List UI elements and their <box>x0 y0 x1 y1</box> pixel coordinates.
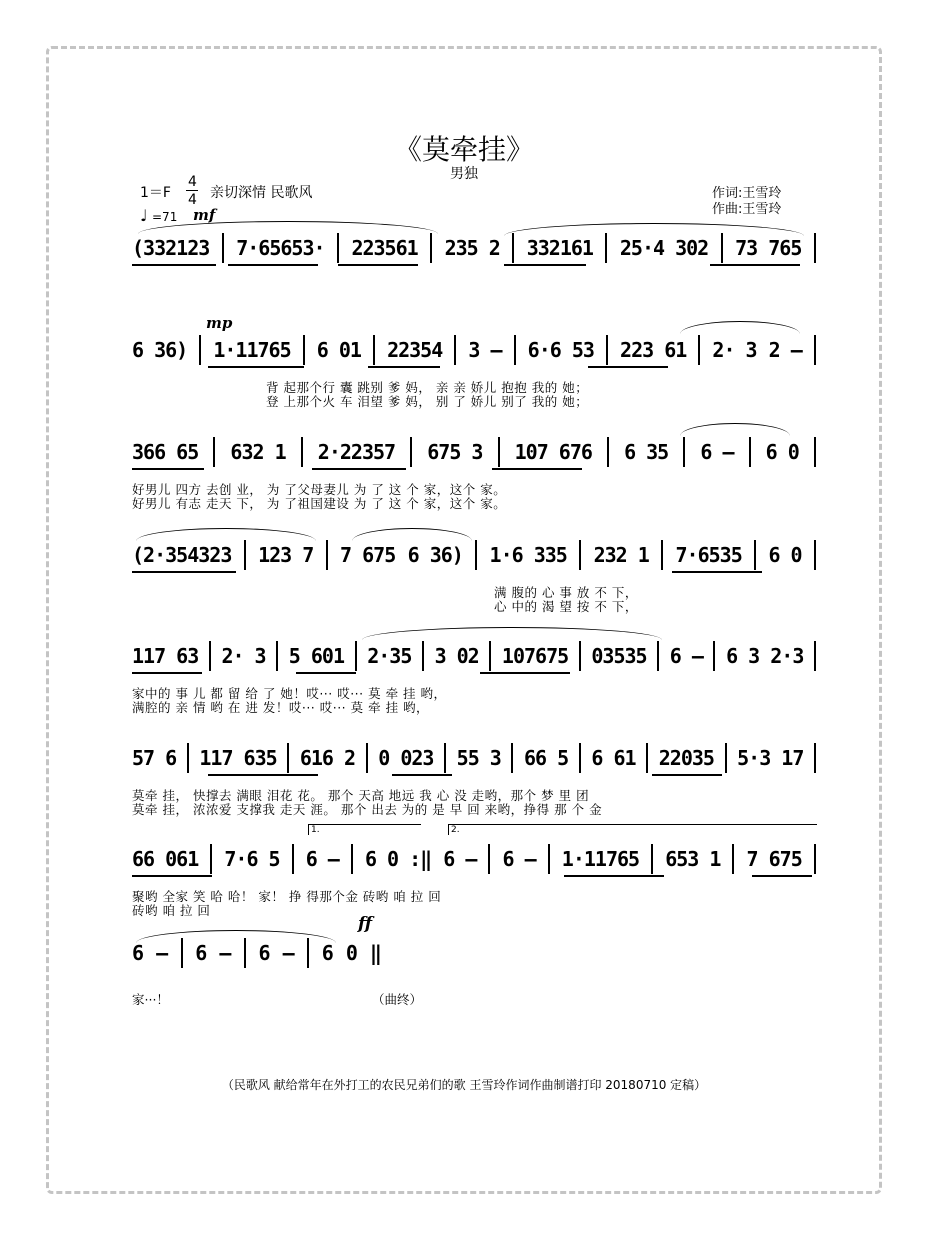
measure: 7 675 <box>340 543 396 567</box>
score-subtitle: 男独 <box>450 166 478 182</box>
underline-beam <box>208 774 318 776</box>
notes-row-3 <box>132 437 816 467</box>
measure: 107675 <box>501 644 569 668</box>
lyric-line-2: 砖哟 咱 拉 回 <box>132 903 211 918</box>
measure: 675 3 <box>427 440 483 464</box>
measure: 0 023 <box>378 746 434 770</box>
measure: 5 601 <box>288 644 345 668</box>
underline-beam <box>132 571 236 573</box>
lyric-line-1: 聚哟 全家 笑 哈 哈！ 家！ 挣 得那个金 砖哟 咱 拉 回 <box>132 889 442 904</box>
lyric-line-1: 背 起那个行 囊 跳别 爹 妈， 亲 亲 娇儿 抱抱 我的 她； <box>266 380 589 395</box>
measure: 6·6 53 <box>527 338 594 362</box>
underline-beam <box>492 468 582 470</box>
measure: (2·354323 <box>132 543 232 567</box>
volta-label-1: 1. <box>311 825 320 835</box>
underline-beam <box>652 774 722 776</box>
time-signature-bottom: 4 <box>188 192 197 208</box>
measure: 6 – <box>258 941 295 965</box>
measure: 6 35 <box>624 440 669 464</box>
volta-label-2: 2. <box>451 825 460 835</box>
underline-beam <box>296 672 356 674</box>
measure: 223 61 <box>620 338 687 362</box>
lyric-line-1: 满 腹的 心 事 放 不 下， <box>494 585 638 600</box>
footer-note: （民歌风 献给常年在外打工的农民兄弟们的歌 王雪玲作词作曲制谱打印 20180710 定稿） <box>221 1078 707 1092</box>
underline-beam <box>392 774 452 776</box>
time-signature-top: 4 <box>188 174 197 190</box>
lyric-line-2: 满腔的 亲 情 哟 在 进 发！哎··· 哎··· 莫 牵 挂 哟， <box>132 700 430 715</box>
underline-beam <box>132 468 204 470</box>
expression-mark: 亲切深情 民歌风 <box>210 185 313 201</box>
lyric-line-2: 好男儿 有志 走天 下， 为 了祖国建设 为 了 这 个 家，这个 家。 <box>132 496 507 511</box>
measure: 6 0 :‖ <box>364 847 432 871</box>
composer-credit: 作曲:王雪玲 <box>712 202 782 217</box>
measure: 6 – <box>443 847 477 871</box>
underline-beam <box>132 264 216 266</box>
notes-row-1 <box>132 233 816 263</box>
lyric-line-1: 莫牵 挂， 快撑去 满眼 泪花 花。 那个 天高 地远 我 心 没 走哟，那个 梦 里 团 <box>132 788 590 803</box>
measure: 66 061 <box>132 847 199 871</box>
underline-beam <box>710 264 800 266</box>
volta-bracket-1 <box>308 824 421 835</box>
volta-bracket-2 <box>448 824 817 835</box>
underline-beam <box>588 366 668 368</box>
measure: 6 3 2·3 <box>726 644 804 668</box>
measure: 117 63 <box>132 644 199 668</box>
tempo-mark: =71 <box>152 210 178 224</box>
measure: 632 1 <box>230 440 286 464</box>
measure: 235 2 <box>444 236 500 260</box>
lyricist-credit: 作词:王雪玲 <box>712 186 782 201</box>
notes-row-4 <box>132 540 816 570</box>
measure: 6 – <box>132 941 169 965</box>
measure: 2 – <box>768 338 802 362</box>
underline-beam <box>752 875 812 877</box>
measure: 232 1 <box>593 543 649 567</box>
measure: 7 675 <box>746 847 802 871</box>
lyric-line-1: 家中的 事 儿 都 留 给 了 她！哎··· 哎··· 莫 牵 挂 哟， <box>132 686 447 701</box>
measure: 6 – <box>700 440 734 464</box>
underline-beam <box>312 468 406 470</box>
lyric-line-1: 好男儿 四方 去创 业， 为 了父母妻儿 为 了 这 个 家，这个 家。 <box>132 482 507 497</box>
notes-row-7 <box>132 844 816 874</box>
measure: 5·3 17 <box>737 746 804 770</box>
measure: 6 0 <box>768 543 802 567</box>
underline-beam <box>132 672 202 674</box>
underline-beam <box>132 875 212 877</box>
measure: 7·6535 <box>675 543 742 567</box>
measure: 2· 3 <box>221 644 266 668</box>
measure: 332161 <box>526 236 593 260</box>
measure: 2·35 <box>367 644 412 668</box>
measure: 7·6 5 <box>224 847 280 871</box>
measure: 6 – <box>669 644 703 668</box>
measure: 616 2 <box>299 746 356 770</box>
measure: 2·22357 <box>317 440 396 464</box>
measure: 117 635 <box>199 746 277 770</box>
measure: 57 6 <box>132 746 177 770</box>
underline-beam <box>672 571 762 573</box>
lyric-line-2: 登 上那个火 车 泪望 爹 妈， 别 了 娇儿 别了 我的 她； <box>266 394 589 409</box>
ending-mark: （曲终） <box>372 992 423 1007</box>
measure: 6 61 <box>591 746 636 770</box>
measure: 653 1 <box>665 847 721 871</box>
underline-beam <box>228 264 318 266</box>
time-signature-line <box>186 190 198 191</box>
measure: 66 5 <box>524 746 569 770</box>
measure: 6 0 ‖ <box>321 941 382 965</box>
measure: 6 0 <box>765 440 799 464</box>
measure: 73 765 <box>735 236 802 260</box>
measure: (332123 <box>132 236 210 260</box>
dynamic-mp: mp <box>206 314 233 332</box>
measure: 3 02 <box>434 644 479 668</box>
measure: 03535 <box>591 644 647 668</box>
measure: 107 676 <box>514 440 592 464</box>
underline-beam <box>338 264 418 266</box>
measure: 123 7 <box>258 543 314 567</box>
measure: 7·65653· <box>236 236 325 260</box>
key-signature: 1＝F <box>140 185 171 201</box>
measure: 2· 3 <box>712 338 757 362</box>
dynamic-ff: ff <box>358 914 373 934</box>
lyric-line-2: 心 中的 渴 望 按 不 下， <box>494 599 638 614</box>
dynamic-mf: mf <box>193 206 216 224</box>
quarter-note-icon: ♩ <box>140 206 148 225</box>
measure: 6 – <box>195 941 232 965</box>
underline-beam <box>368 366 440 368</box>
notes-row-6 <box>132 743 816 773</box>
measure: 22354 <box>387 338 443 362</box>
measure: 1·11765 <box>561 847 640 871</box>
underline-beam <box>564 875 664 877</box>
lyric-line-final: 家···！ <box>132 992 169 1007</box>
lyric-line-2: 莫牵 挂， 浓浓爱 支撑我 走天 涯。 那个 出去 为的 是 早 回 来哟，挣得 那 个 金 <box>132 802 603 817</box>
measure: 25·4 302 <box>619 236 709 260</box>
score-title: 《莫牵挂》 <box>393 133 534 166</box>
measure: 1·11765 <box>213 338 291 362</box>
notes-row-2 <box>132 335 816 365</box>
notes-row-5 <box>132 641 816 671</box>
underline-beam <box>504 264 586 266</box>
measure: 22035 <box>658 746 714 770</box>
measure: 366 65 <box>132 440 199 464</box>
measure: 6 36) <box>132 338 188 362</box>
underline-beam <box>208 366 304 368</box>
measure: 6 01 <box>316 338 361 362</box>
underline-beam <box>480 672 570 674</box>
measure: 1·6 335 <box>489 543 567 567</box>
measure: 6 36) <box>407 543 463 567</box>
measure: 55 3 <box>456 746 501 770</box>
measure: 3 – <box>468 338 502 362</box>
measure: 6 – <box>502 847 536 871</box>
measure: 223561 <box>351 236 418 260</box>
measure: 6 – <box>305 847 339 871</box>
